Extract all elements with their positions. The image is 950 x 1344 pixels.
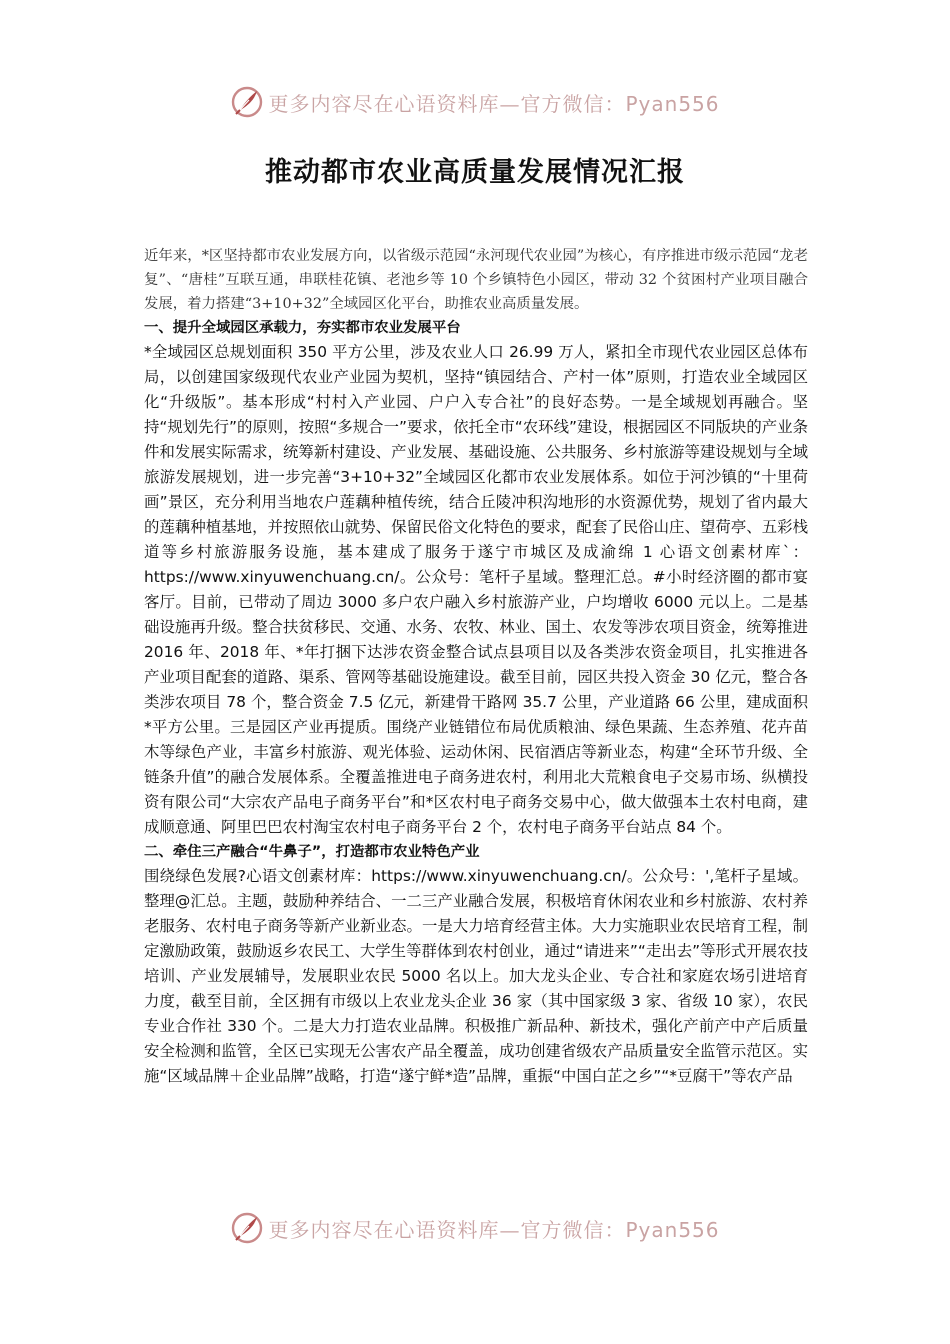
- page-title: 推动都市农业高质量发展情况汇报: [265, 157, 685, 188]
- section-1-body: *全域园区总规划面积 350 平方公里，涉及农业人口 26.99 万人，紧扣全市现代农业园区总体布局，以创建国家级现代农业产业园为契机，坚持“镇园结合、产村一体”原则，打造农业全域园区化“升级版”。基本形成“村村入产业园、户户入专合社”的良好态势。一是全域规划再融合。坚持“规划先行”的原则，按照“多规合一”要求，依托全市“农环线”建设，根据园区不同版块的产业条件和发展实际需求，统筹新村建设、产业发展、基础设施、公共服务、乡村旅游等建设规划与全域旅游发展规划，进一步完善“3+10+32”全域园区化都市农业发展体系。如位于河沙镇的“十里荷画”景区，充分利用当地农户莲藕种植传统，结合丘陵冲积沟地形的水资源优势，规划了省内最大的莲藕种植基地，并按照依山就势、保留民俗文化特色的要求，配套了民俗山庄、望荷亭、五彩栈道等乡村旅游服务设施，基本建成了服务于遂宁市城区及成渝绵 1 心语文创素材库`：https://www.xinyuwenchuang.cn/。公众号：笔杆子星域。整理汇总。#小时经济圈的都市宴客厅。目前，已带动了周边 3000 多户农户融入乡村旅游产业，户均增收 6000 元以上。二是基础设施再升级。整合扶贫移民、交通、水务、农牧、林业、国土、农发等涉农项目资金，统筹推进 2016 年、2018 年、*年打捆下达涉农资金整合试点县项目以及各类涉农资金项目，扎实推进各产业项目配套的道路、渠系、管网等基础设施建设。截至目前，园区共投入资金 30 亿元，整合各类涉农项目 78 个，整合资金 7.5 亿元，新建骨干路网 35.7 公里，产业道路 66 公里，建成面积*平方公里。三是园区产业再提质。围绕产业链错位布局优质粮油、绿色果蔬、生态养殖、花卉苗木等绿色产业，丰富乡村旅游、观光体验、运动休闲、民宿酒店等新业态，构建“全环节升级、全链条升值”的融合发展体系。全覆盖推进电子商务进农村，利用北大荒粮食电子交易市场、纵横投资有限公司“大宗农产品电子商务平台”和*区农村电子商务交易中心，做大做强本土农村电商，建成顺意通、阿里巴巴农村淘宝农村电子商务平台 2 个，农村电子商务平台站点 84 个。: [144, 343, 808, 836]
- quill-logo-icon: [230, 85, 264, 119]
- document-body: [144, 244, 808, 1089]
- watermark-text: [268, 1214, 719, 1243]
- header-watermark-banner: [0, 82, 950, 122]
- watermark-text-cn: 更多内容尽在心语资料库—官方微信：: [268, 91, 626, 116]
- watermark-wechat-id: Pyan556: [625, 1217, 720, 1242]
- quill-logo-icon: [230, 1211, 264, 1245]
- watermark-text: [268, 88, 719, 117]
- section-1-heading: 一、提升全域园区承载力，夯实都市农业发展平台: [144, 320, 461, 336]
- section-2-heading: 二、牵住三产融合“牛鼻子”，打造都市农业特色产业: [144, 844, 480, 860]
- watermark-text-cn: 更多内容尽在心语资料库—官方微信：: [268, 1217, 626, 1242]
- section-2-body: 围绕绿色发展?心语文创素材库：https://www.xinyuwenchuang.cn/。公众号：',笔杆子星域。整理@汇总。主题，鼓励种养结合、一二三产业融合发展，积极培育休闲农业和乡村旅游、农村养老服务、农村电子商务等新产业新业态。一是大力培育经营主体。大力实施职业农民培育工程，制定激励政策，鼓励返乡农民工、大学生等群体到农村创业，通过“请进来”“走出去”等形式开展农技培训、产业发展辅导，发展职业农民 5000 名以上。加大龙头企业、专合社和家庭农场引进培育力度，截至目前，全区拥有市级以上农业龙头企业 36 家（其中国家级 3 家、省级 10 家），农民专业合作社 330 个。二是大力打造农业品牌。积极推广新品种、新技术，强化产前产中产后质量安全检测和监管，全区已实现无公害农产品全覆盖，成功创建省级农产品质量安全监管示范区。实施“区域品牌＋企业品牌”战略，打造“遂宁鲜*造”品牌，重振“中国白芷之乡”“*豆腐干”等农产品: [144, 867, 808, 1085]
- watermark-wechat-id: Pyan556: [625, 91, 720, 116]
- intro-paragraph: 近年来，*区坚持都市农业发展方向，以省级示范园“永河现代农业园”为核心，有序推进市级示范园“龙老复”、“唐桂”互联互通，串联桂花镇、老池乡等 10 个乡镇特色小园区，带动 32 个贫困村产业项目融合发展，着力搭建“3+10+32”全域园区化平台，助推农业高质量发展。: [144, 248, 808, 312]
- footer-watermark-banner: [0, 1208, 950, 1248]
